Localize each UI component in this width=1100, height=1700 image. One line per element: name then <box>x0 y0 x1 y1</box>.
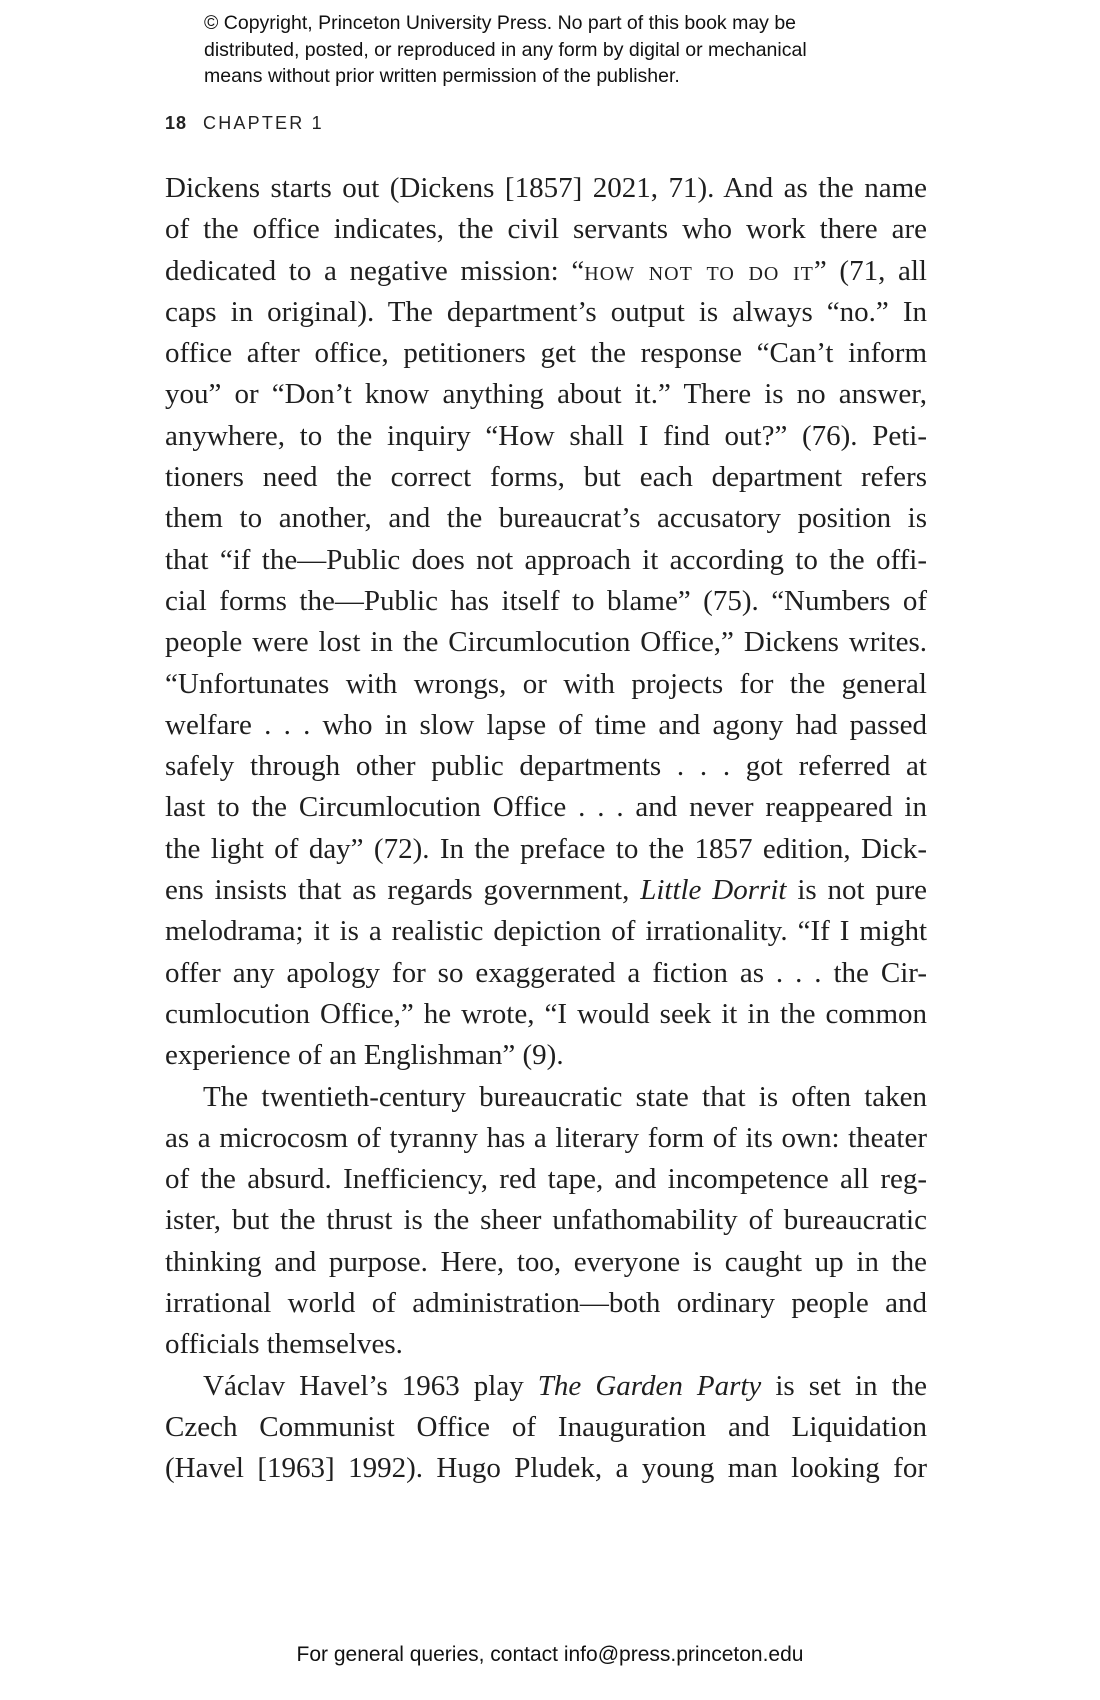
footer-contact: For general queries, contact info@press.princeton.edu <box>296 1643 804 1666</box>
text-line: safely through other public departments . . . got referred at <box>165 750 927 783</box>
text-line: you” or “Don’t know anything about it.” There is no answer, <box>165 378 927 411</box>
text-line: cial forms the—Public has itself to blame” (75). “Numbers of <box>165 584 927 617</box>
text-line: caps in original). The department’s output is always “no.” In <box>165 295 927 328</box>
text-line: offer any apology for so exaggerated a fiction as . . . the Cir- <box>165 956 927 989</box>
text-line: welfare . . . who in slow lapse of time and agony had passed <box>165 708 927 741</box>
text-line: office after office, petitioners get the response “Can’t inform <box>165 337 927 370</box>
text-line: of the office indicates, the civil servants who work there are <box>165 213 927 246</box>
copyright-notice <box>204 10 964 90</box>
text-line: dedicated to a negative mission: “how not to do it” (71, all <box>165 254 927 287</box>
text-line: ens insists that as regards government, Little Dorrit is not pure <box>165 874 927 907</box>
copyright-line: © Copyright, Princeton University Press. No part of this book may be <box>204 12 797 34</box>
text-line: the light of day” (72). In the preface to the 1857 edition, Dick- <box>165 832 927 865</box>
text-line: ister, but the thrust is the sheer unfathomability of bureaucratic <box>165 1204 927 1237</box>
copyright-line: distributed, posted, or reproduced in any form by digital or mechanical <box>204 38 807 61</box>
text-line: (Havel [1963] 1992). Hugo Pludek, a young man looking for <box>165 1452 927 1485</box>
text-line: Václav Havel’s 1963 play The Garden Party is set in the <box>203 1369 927 1402</box>
chapter-label: CHAPTER 1 <box>203 113 324 133</box>
text-line: of the absurd. Inefficiency, red tape, and incompetence all reg- <box>165 1163 927 1196</box>
page-number: 18 <box>165 113 188 133</box>
text-line: melodrama; it is a realistic depiction of irrationality. “If I might <box>165 915 927 948</box>
text-line: as a microcosm of tyranny has a literary form of its own: theater <box>165 1121 927 1154</box>
text-line: last to the Circumlocution Office . . . and never reappeared in <box>165 791 927 824</box>
text-line: experience of an Englishman” (9). <box>165 1039 564 1072</box>
text-line: that “if the—Public does not approach it according to the offi- <box>165 543 927 576</box>
copyright-line: means without prior written permission of the publisher. <box>204 65 680 87</box>
text-line: people were lost in the Circumlocution Office,” Dickens writes. <box>165 626 927 659</box>
text-line: thinking and purpose. Here, too, everyone is caught up in the <box>165 1245 927 1278</box>
body-text <box>165 168 927 1490</box>
running-head <box>165 113 324 134</box>
text-line: The twentieth-century bureaucratic state that is often taken <box>203 1080 927 1113</box>
text-line: Dickens starts out (Dickens [1857] 2021, 71). And as the name <box>165 172 927 204</box>
text-line: anywhere, to the inquiry “How shall I find out?” (76). Peti- <box>165 419 927 452</box>
text-line: “Unfortunates with wrongs, or with projects for the general <box>165 667 927 700</box>
text-line: them to another, and the bureaucrat’s accusatory position is <box>165 502 927 535</box>
text-line: officials themselves. <box>165 1328 403 1361</box>
text-line: cumlocution Office,” he wrote, “I would seek it in the common <box>165 997 927 1030</box>
text-line: tioners need the correct forms, but each department refers <box>165 461 927 494</box>
text-line: irrational world of administration—both ordinary people and <box>165 1287 927 1320</box>
text-line: Czech Communist Office of Inauguration and Liquidation <box>165 1410 927 1443</box>
